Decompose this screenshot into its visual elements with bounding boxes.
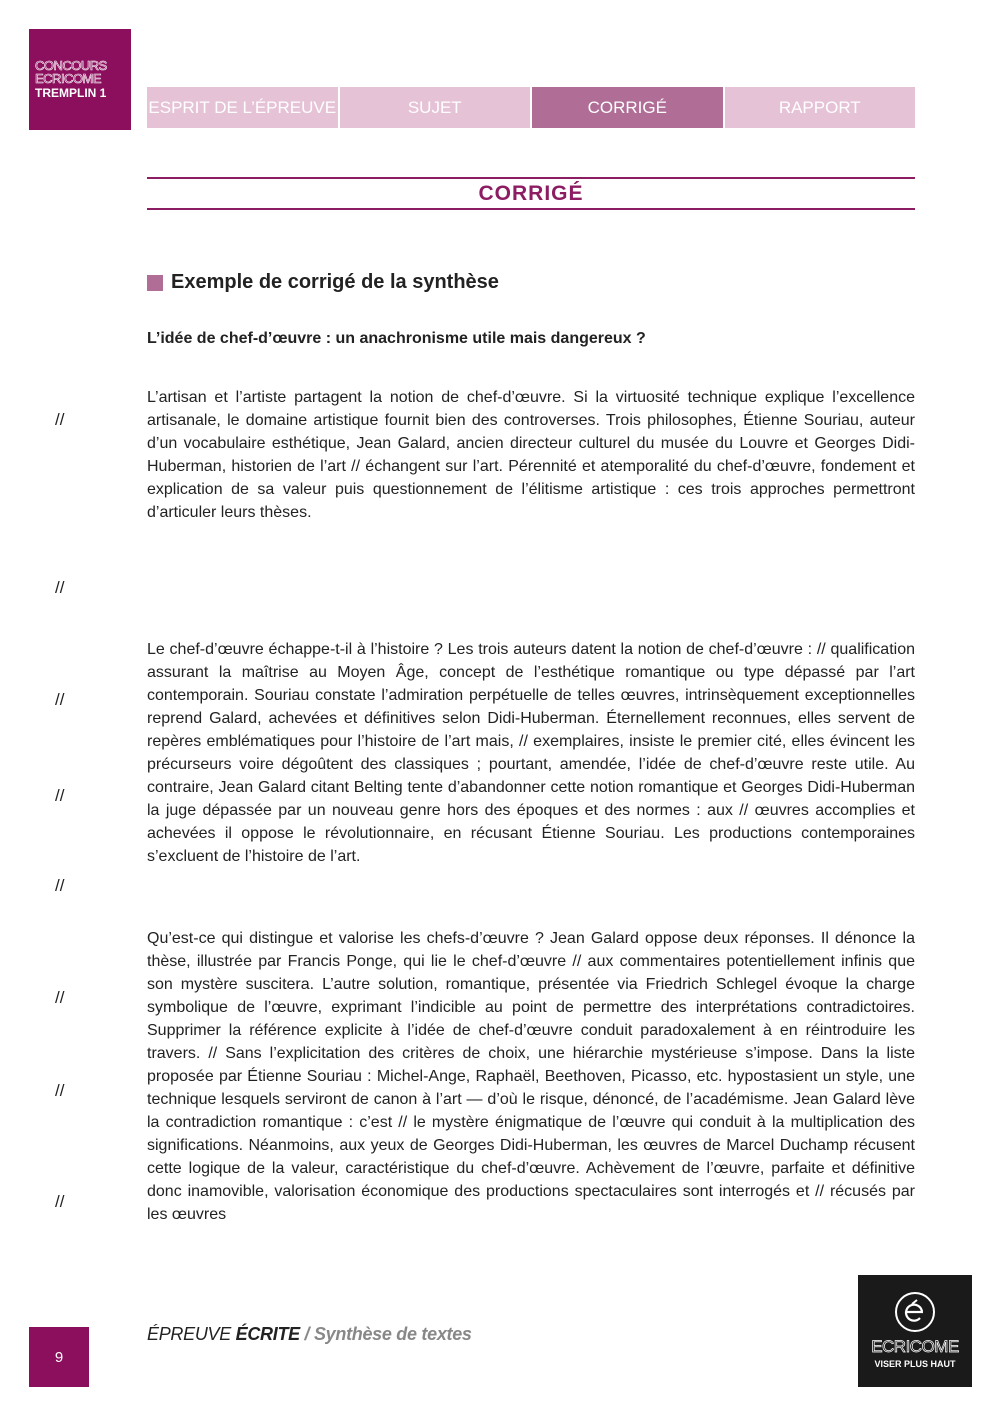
square-bullet-icon [147, 275, 163, 291]
footer-ecrite: ÉCRITE [235, 1324, 300, 1344]
concours-logo [29, 29, 131, 130]
page-number-text: 9 [54, 1348, 64, 1366]
footer-epreuve: ÉPREUVE [147, 1324, 236, 1344]
margin-mark: // [55, 410, 65, 429]
footer-subject: Synthèse de textes [313, 1324, 472, 1344]
logo-tremplin: TREMPLIN 1 [35, 86, 107, 100]
tab-corrige[interactable]: CORRIGÉ [532, 87, 723, 128]
ecricome-e-icon [891, 1288, 939, 1336]
heading [147, 271, 499, 294]
subheading: L’idée de chef-d’œuvre : un anachronisme utile mais dangereux ? [147, 330, 646, 347]
margin-mark: // [55, 1192, 65, 1211]
section-title-bar [147, 177, 915, 210]
logo-concours: CONCOURS [35, 58, 107, 73]
margin-mark: // [55, 578, 65, 597]
margin-mark: // [55, 876, 65, 895]
tab-rapport[interactable]: RAPPORT [725, 87, 916, 128]
page-number [29, 1327, 89, 1387]
brand-tagline: VISER PLUS HAUT [874, 1359, 956, 1369]
heading-text: Exemple de corrigé de la synthèse [171, 271, 499, 293]
tab-sujet[interactable]: SUJET [340, 87, 531, 128]
footer-title [147, 1324, 472, 1345]
paragraph-3: Qu’est-ce qui distingue et valorise les chefs-d’œuvre ? Jean Galard oppose deux réponses. Il dénonce la thèse, illustrée par Francis Ponge, qui lie le chef-d’œuvre // aux commentaires potentiellement infinis que son mystère suscitera. L’autre solution, romantique, présentée via Friedrich Schlegel évoque la charge symbolique de l’œuvre, exprimant l’indicible au point de permettre des interprétations contradictoires. Supprimer la référence explicite à l’idée de chef-d’œuvre conduit paradoxalement à en réintroduire les travers. // Sans l’explicitation des critères de choix, une hiérarchie mystérieuse s’impose. Dans la liste proposée par Étienne Souriau : Michel-Ange, Raphaël, Beethoven, Picasso, etc. hypostasient un style, une technique lesquels serviront de canon à l’art — d’où le risque, dénoncé, de l’académisme. Jean Galard lève la contradiction romantique : c’est // le mystère énigmatique de l’œuvre qui conduit à la multiplication des significations. Néanmoins, aux yeux de Georges Didi-Huberman, les œuvres de Marcel Duchamp récusent cette logique de la valeur, caractéristique du chef-d’œuvre. Achèvement de l’œuvre, parfaite et définitive donc inamovible, valorisation économique des productions spectaculaires sont interrogés et // récusés par les œuvres [147, 930, 915, 1223]
paragraph-2: Le chef-d’œuvre échappe-t-il à l’histoire ? Les trois auteurs datent la notion de chef-d’œuvre : // qualification assurant la maîtrise au Moyen Âge, concept de l’esthétique romantique ou type dépassé par l’art contemporain. Souriau constate l’admiration perpétuelle de telles œuvres, intrinsèquement exceptionnelles reprend Galard, achevées et définitives selon Didi-Huberman. Éternellement reconnues, elles servent de repères emblématiques pour l’histoire de l’art mais, // exemplaires, insiste le premier cité, elles évincent les précurseurs voire dégoûtent des classiques ; pourtant, amendée, l’idée de chef-d’œuvre reste utile. Au contraire, Jean Galard citant Belting tente d’abandonner cette notion romantique et Georges Didi-Huberman la juge dépassée par un nouveau genre hors des époques et des normes : aux // œuvres accomplies et achevées il oppose le révolutionnaire, en récusant Étienne Souriau. Les productions contemporaines s’excluent de l’histoire de l’art. [147, 641, 915, 865]
margin-mark: // [55, 786, 65, 805]
margin-mark: // [55, 1081, 65, 1100]
margin-mark: // [55, 690, 65, 709]
section-tabs [147, 87, 915, 128]
ecricome-brand [858, 1275, 972, 1387]
margin-mark: // [55, 988, 65, 1007]
footer-separator: / [299, 1324, 314, 1344]
brand-name: ECRICOME [871, 1337, 959, 1356]
tab-esprit[interactable]: ESPRIT DE L’ÉPREUVE [147, 87, 338, 128]
logo-ecricome: ECRICOME [35, 71, 102, 86]
section-title: CORRIGÉ [478, 181, 584, 205]
paragraph-1: L’artisan et l’artiste partagent la notion de chef-d’œuvre. Si la virtuosité technique explique l’excellence artisanale, le domaine artistique fournit bien des controverses. Trois philosophes, Étienne Souriau, auteur d’un vocabulaire esthétique, Jean Galard, ancien directeur culturel du musée du Louvre et Georges Didi-Huberman, historien de l’art // échangent sur l’art. Pérennité et atemporalité du chef-d’œuvre, fondement et explication de sa valeur puis questionnement de l’élitisme artistique : ces trois approches permettront d’articuler leurs thèses. [147, 389, 915, 521]
